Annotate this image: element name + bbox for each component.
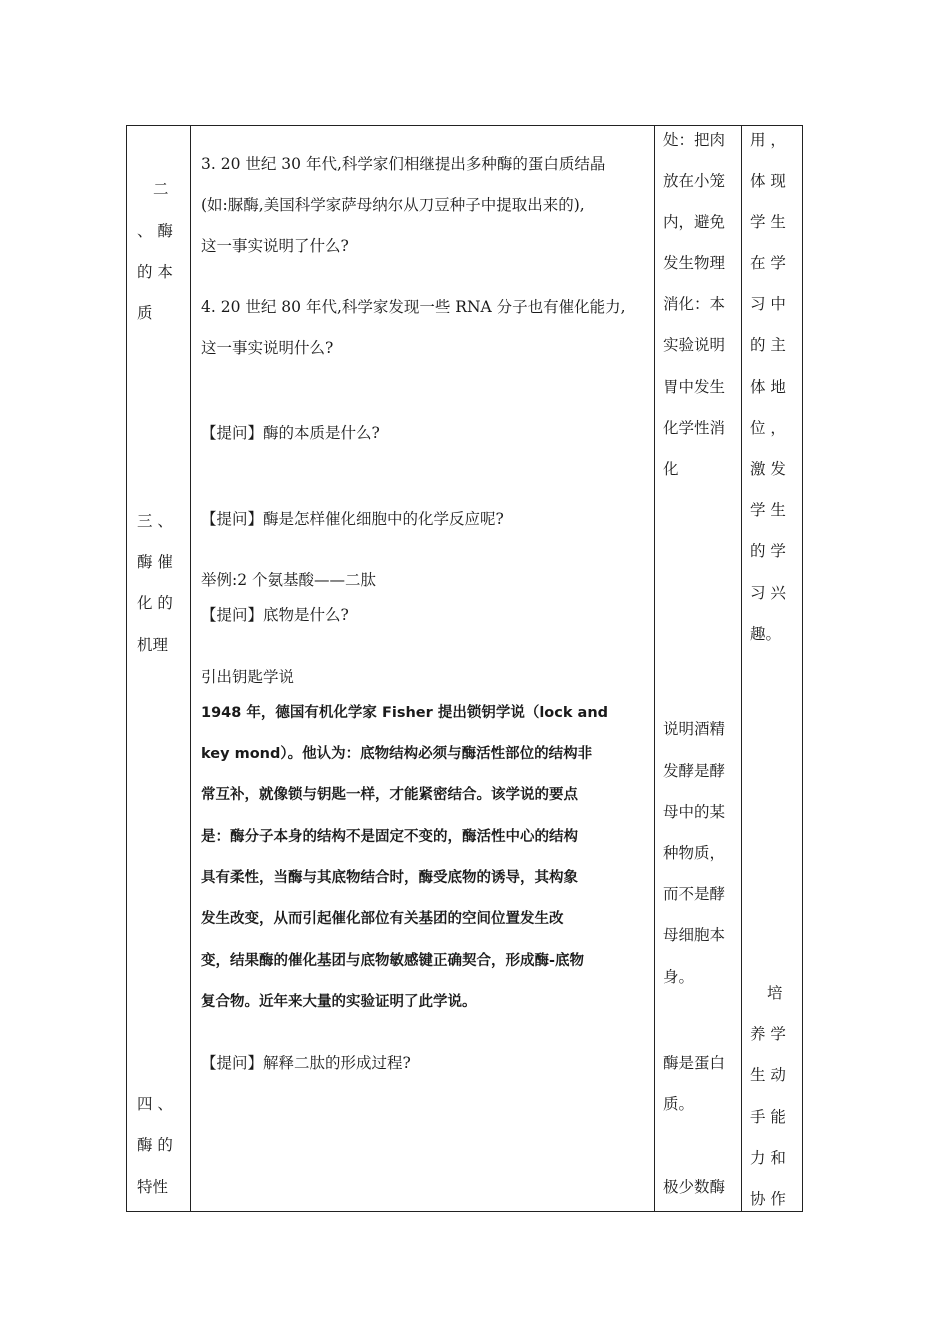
section-title-line: 、 酶 xyxy=(137,222,173,240)
note-line: 化 xyxy=(663,460,679,478)
intent-line: 在 学 xyxy=(750,254,786,272)
note-line: 实验说明 xyxy=(663,336,726,354)
lock-key-theory-line: 常互补，就像锁与钥匙一样，才能紧密结合。该学说的要点 xyxy=(201,787,578,803)
lock-key-theory-line: 变，结果酶的催化基团与底物敏感键正确契合，形成酶-底物 xyxy=(201,953,585,969)
student-activity-column xyxy=(655,126,741,1211)
intent-line: 培 xyxy=(767,984,783,1002)
intent-line: 的 学 xyxy=(750,542,786,560)
intent-line: 学 生 xyxy=(750,213,786,231)
question-prompt: 【提问】底物是什么? xyxy=(201,606,349,624)
note-line: 放在小笼 xyxy=(663,172,726,190)
intent-line: 手 能 xyxy=(750,1108,786,1126)
intent-line: 习 中 xyxy=(750,295,786,313)
section-title-line: 二 xyxy=(153,180,169,198)
lock-key-theory-line: 具有柔性，当酶与其底物结合时，酶受底物的诱导，其构象 xyxy=(201,870,578,886)
intent-line: 趣。 xyxy=(750,625,782,643)
note-line: 而不是酵 xyxy=(663,885,726,903)
note-line: 发生物理 xyxy=(663,254,726,272)
teaching-content-column xyxy=(191,126,654,1211)
note-line: 母中的某 xyxy=(663,803,726,821)
note-line: 身。 xyxy=(663,968,695,986)
question-4-line: 这一事实说明什么? xyxy=(201,339,334,357)
intent-line: 习 兴 xyxy=(750,584,786,602)
intent-line: 体 现 xyxy=(750,172,786,190)
note-line: 质。 xyxy=(663,1095,695,1113)
note-line: 种物质， xyxy=(663,844,726,862)
section-title-line: 四 、 xyxy=(137,1095,173,1113)
note-line: 发酵是酵 xyxy=(663,762,726,780)
section-title-line: 机理 xyxy=(137,636,169,654)
lock-key-theory-line: 复合物。近年来大量的实验证明了此学说。 xyxy=(201,994,477,1010)
note-line: 酶是蛋白 xyxy=(663,1054,726,1072)
question-3-line: 3. 20 世纪 30 年代,科学家们相继提出多种酶的蛋白质结晶 xyxy=(201,155,606,173)
lock-key-theory-line: 发生改变，从而引起催化部位有关基团的空间位置发生改 xyxy=(201,911,564,927)
lesson-table xyxy=(126,125,803,1212)
question-4-line: 4. 20 世纪 80 年代,科学家发现一些 RNA 分子也有催化能力, xyxy=(201,298,626,316)
intro-text: 引出钥匙学说 xyxy=(201,668,295,686)
section-title-line: 质 xyxy=(137,304,153,322)
section-title-line: 特性 xyxy=(137,1178,169,1196)
intent-line: 学 生 xyxy=(750,501,786,519)
section-title-line: 的 本 xyxy=(137,263,173,281)
intent-line: 位 ， xyxy=(750,419,786,437)
question-prompt: 【提问】解释二肽的形成过程? xyxy=(201,1054,411,1072)
section-title-line: 酶 催 xyxy=(137,553,173,571)
question-prompt: 【提问】酶是怎样催化细胞中的化学反应呢? xyxy=(201,510,504,528)
note-line: 胃中发生 xyxy=(663,378,726,396)
section-title-line: 三 、 xyxy=(137,512,173,530)
note-line: 极少数酶 xyxy=(663,1178,726,1196)
lock-key-theory-line: 1948 年，德国有机化学家 Fisher 提出锁钥学说（lock and xyxy=(201,705,609,721)
intent-line: 用 ， xyxy=(750,131,786,149)
intent-line: 的 主 xyxy=(750,336,786,354)
note-line: 消化：本 xyxy=(663,295,726,313)
question-prompt: 【提问】酶的本质是什么? xyxy=(201,424,380,442)
note-line: 内，避免 xyxy=(663,213,726,231)
section-title-column xyxy=(127,126,190,1211)
section-title-line: 酶 的 xyxy=(137,1136,173,1154)
intent-line: 协 作 xyxy=(750,1190,786,1208)
note-line: 说明酒精 xyxy=(663,720,726,738)
note-line: 处：把肉 xyxy=(663,131,726,149)
intent-line: 养 学 xyxy=(750,1025,786,1043)
question-3-line: 这一事实说明了什么? xyxy=(201,237,349,255)
lock-key-theory-line: 是：酶分子本身的结构不是固定不变的，酶活性中心的结构 xyxy=(201,829,578,845)
intent-line: 激 发 xyxy=(750,460,786,478)
design-intent-column xyxy=(742,126,802,1211)
note-line: 化学性消 xyxy=(663,419,726,437)
section-title-line: 化 的 xyxy=(137,594,173,612)
note-line: 母细胞本 xyxy=(663,926,726,944)
example-text: 举例:2 个氨基酸——二肽 xyxy=(201,571,377,589)
lock-key-theory-line: key mond）。他认为：底物结构必须与酶活性部位的结构非 xyxy=(201,746,593,762)
intent-line: 力 和 xyxy=(750,1149,786,1167)
intent-line: 体 地 xyxy=(750,378,786,396)
intent-line: 生 动 xyxy=(750,1066,786,1084)
question-3-line: (如:脲酶,美国科学家萨母纳尔从刀豆种子中提取出来的), xyxy=(201,196,585,214)
